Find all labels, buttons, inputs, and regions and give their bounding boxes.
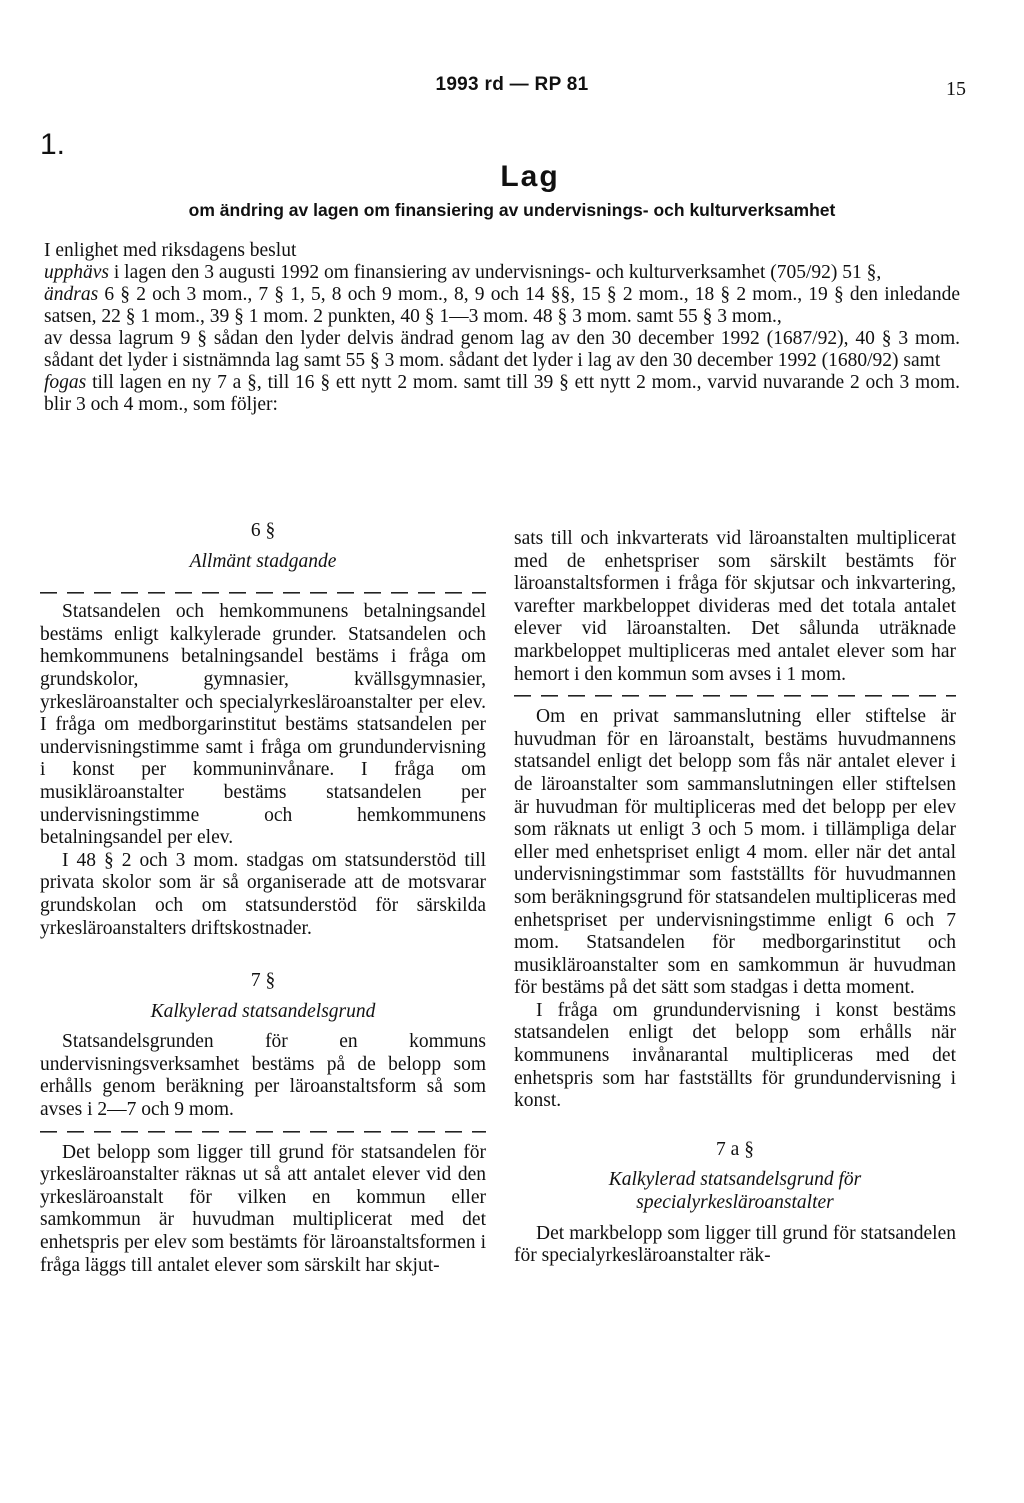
amend-clause <box>44 284 960 328</box>
intro-line: I enlighet med riksdagens beslut <box>44 240 297 261</box>
repeal-text: i lagen den 3 augusti 1992 om finansiering av undervisnings- och kulturverksamhet (705/92) 51 §, <box>109 262 882 283</box>
section-7-paragraph: I fråga om grundundervisning i konst bestäms statsandelen enligt det belopp som erhålls när kommunens invånarantal multipliceras med det enhetspris som har fastställts för grundundervisning i konst. <box>514 999 956 1112</box>
section-7-paragraph: Statsandelsgrunden för en kommuns undervisningsverksamhet bestäms på de belopp som erhålls genom beräkning per läroanstaltsform så som avses i 2—7 och 9 mom. <box>40 1031 486 1121</box>
addition-clause <box>44 372 960 416</box>
law-number: 1. <box>40 128 66 161</box>
addition-text: till lagen en ny 7 a §, till 16 § ett nytt 2 mom. samt till 39 § ett nytt 2 mom., varvid nuvarande 2 och 3 mom. blir 3 och 4 mom., som följer: <box>44 372 960 415</box>
amend-text: 6 § 2 och 3 mom., 7 § 1, 5, 8 och 9 mom., 8, 9 och 14 §§, 15 § 2 mom., 18 § 2 mom., 19 § den inledande satsen, 22 § 1 mom., 39 § 1 mom. 2 punkten, 40 § 1—3 mom. 48 § 3 mom. samt 55 § 3 mom., <box>44 284 960 327</box>
subject-clause: av dessa lagrum 9 § sådan den lyder delvis ändrad genom lag av den 30 december 1992 (1687/92), 40 § 3 mom. sådant det lyder i sistnämnda lag samt 55 § 3 mom. sådant det lyder i lag av den 30 december 1992 (1680/92) samt <box>44 328 960 371</box>
page-number: 15 <box>946 78 966 100</box>
omission-dashes <box>40 587 486 597</box>
section-7-heading: 7 § <box>250 970 276 992</box>
section-7-paragraph: sats till och inkvarterats vid läroanstalten multiplicerat med de enhetspriser som särskilt bestämts för läroanstaltsformen i fråga för skjutsar och inkvartering, varefter markbeloppet divideras med det totala antalet elever vid läroanstalten. Det sålunda uträknade markbeloppet multipliceras med antalet elever som har hemort i den kommun som avses i 1 mom. <box>514 528 956 685</box>
section-7a-title: Kalkylerad statsandelsgrund för specialyrkesläroanstalter <box>608 1169 862 1214</box>
section-6-paragraph: I 48 § 2 och 3 mom. stadgas om statsunderstöd till privata skolor som är så organiserade att de motsvarar grundskolan och om statsunderstöd för särskilda yrkesläroanstalters driftskostnader. <box>40 849 486 939</box>
section-6-title: Allmänt stadgande <box>189 550 337 572</box>
right-column <box>514 528 956 1268</box>
left-column <box>40 520 486 1277</box>
addition-keyword: fogas <box>44 372 87 393</box>
omission-dashes <box>40 1126 486 1136</box>
section-7a-paragraph: Det markbelopp som ligger till grund för statsandelen för specialyrkesläroanstalter räk- <box>514 1222 956 1267</box>
running-head: 1993 rd — RP 81 <box>435 74 589 95</box>
section-7-title: Kalkylerad statsandelsgrund <box>150 1000 376 1022</box>
section-7-paragraph: Det belopp som ligger till grund för statsandelen för yrkesläroanstalter räknas ut så att antalet elever vid den yrkesläroanstalt för vilken en kommun eller samkommun är huvudman multiplicerat med det enhetspris per elev som bestämts för läroanstaltsformen i fråga läggs till antalet elever som särskilt har skjut- <box>40 1141 486 1276</box>
repeal-clause <box>44 262 960 284</box>
section-7-paragraph: Om en privat sammanslutning eller stiftelse är huvudman för en läroanstalt, bestäms huvudmannens statsandel enligt det belopp som fås när antalet elever i de läroanstalter som sammanslutningen eller stiftelsen är huvudman för multipliceras med det belopp per elev som räknats ut enligt 3 och 5 mom. i tillämpliga delar eller med enhetspriset enligt 4 mom. eller när det antal undervisningstimmar som fastställts för huvudmannen som beräkningsgrund för statsandelen multipliceras med enhetspriset per undervisningstimme enligt 6 och 7 mom. Statsandelen för medborgarinstitut och musikläroanstalter som en samkommun är huvudman för bestäms på det sätt som stadgas i detta moment. <box>514 706 956 999</box>
section-7a-heading: 7 a § <box>716 1138 754 1160</box>
enactment-clause <box>44 240 960 416</box>
section-6-heading: 6 § <box>250 520 276 541</box>
law-title: Lag <box>500 160 560 193</box>
omission-dashes <box>514 690 956 700</box>
section-6-paragraph: Statsandelen och hemkommunens betalningsandel bestäms enligt kalkylerade grunder. Statsandelen och hemkommunens betalningsandel bestäms i fråga om grundskolor, gymnasier, kvällsgymnasier, yrkesläroanstalter och specialyrkesläroanstalter per elev. I fråga om medborgarinstitut bestäms statsandelen per undervisningstimme samt i fråga om grundundervisning i konst per kommuninvånare. I fråga om musikläroanstalter bestäms statsandelen per undervisningstimme och hemkommunens betalningsandel per elev. <box>40 601 486 849</box>
repeal-keyword: upphävs <box>44 262 109 283</box>
amend-keyword: ändras <box>44 284 99 305</box>
law-subtitle: om ändring av lagen om finansiering av undervisnings- och kulturverksamhet <box>188 200 836 220</box>
